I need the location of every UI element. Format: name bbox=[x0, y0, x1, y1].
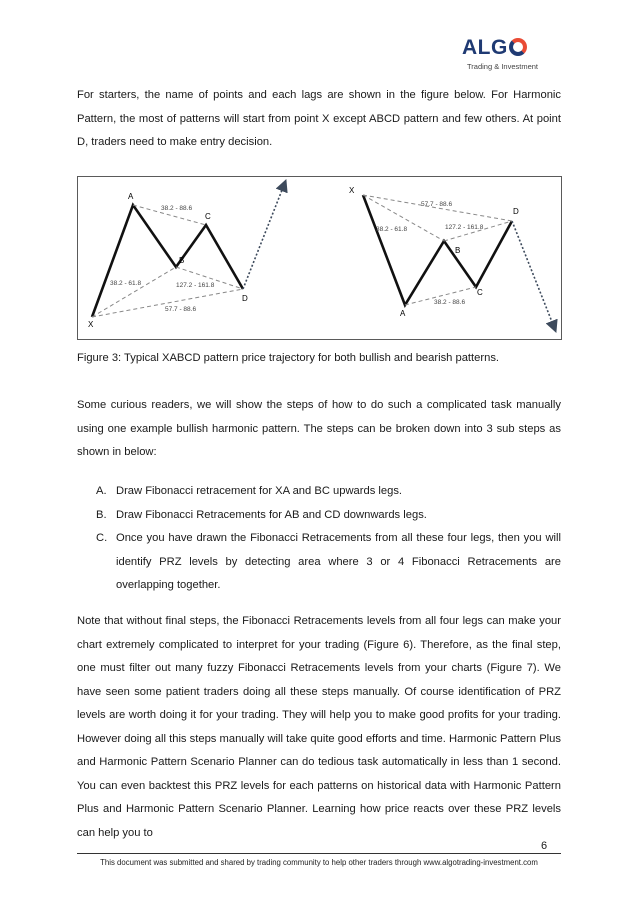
figure-caption: Figure 3: Typical XABCD pattern price trajectory for both bullish and bearish patterns. bbox=[77, 352, 500, 364]
bullish-trajectory bbox=[92, 205, 243, 317]
list-marker: A. bbox=[96, 485, 107, 497]
footer-divider bbox=[77, 853, 561, 854]
bearish-ratio-xd: 57.7 - 88.6 bbox=[421, 201, 453, 208]
bullish-ratio-bd: 127.2 - 161.8 bbox=[176, 282, 215, 289]
bullish-label-b: B bbox=[179, 256, 185, 265]
footer-text: This document was submitted and shared by trading community to help other traders through www.algotrading-investment.com bbox=[100, 858, 538, 867]
steps-list bbox=[96, 480, 561, 598]
bullish-projection-arrow bbox=[243, 185, 284, 289]
page-number: 6 bbox=[541, 840, 548, 852]
bullish-label-d: D bbox=[242, 294, 248, 303]
bullish-label-x: X bbox=[88, 320, 94, 329]
xabcd-figure bbox=[77, 176, 562, 340]
bearish-pattern bbox=[349, 186, 554, 327]
list-marker: B. bbox=[96, 508, 107, 521]
list-item bbox=[96, 480, 561, 504]
bullish-ratio-ac: 38.2 - 88.6 bbox=[161, 205, 193, 212]
bearish-xd-leg bbox=[363, 195, 512, 221]
bearish-projection-arrow bbox=[512, 221, 554, 327]
bullish-ratio-xd: 57.7 - 88.6 bbox=[165, 306, 197, 313]
xabcd-diagram bbox=[78, 177, 563, 341]
list-item-text: Draw Fibonacci Retracements for AB and CD downwards legs. bbox=[116, 508, 427, 521]
bearish-label-x: X bbox=[349, 186, 355, 195]
bearish-trajectory bbox=[363, 195, 512, 305]
bullish-label-c: C bbox=[205, 212, 211, 221]
bullish-ratio-xb: 38.2 - 61.8 bbox=[110, 280, 142, 287]
algo-logo bbox=[460, 36, 560, 76]
bullish-pattern bbox=[88, 185, 284, 329]
logo-tagline: Trading & Investment bbox=[467, 62, 539, 71]
bearish-ratio-bd: 127.2 - 161.8 bbox=[445, 224, 484, 231]
logo-wordmark: ALG bbox=[462, 36, 527, 60]
list-item bbox=[96, 504, 561, 528]
conclusion-paragraph: Note that without final steps, the Fibonacci Retracements levels from all four legs can make your chart extremely complicated to interpret for your trading (Figure 6). Therefore, as the final step, one must filter out many fuzzy Fibonacci Retracements levels from your charts (Figure 7). We have seen some patient traders doing all these steps manually. Of course identification of PRZ levels are worth doing it for your trading. They will help you to make good profits for your trading. However doing all this steps manually will take quite good efforts and time. Harmonic Pattern Plus and Harmonic Pattern Scenario Planner can do tedious task automatically in less than 1 second. You can even backtest this PRZ levels for each patterns on historical data with Harmonic Pattern Plus and Harmonic Pattern Scenario Planner. Learning how price reacts over these PRZ levels can help you to bbox=[77, 615, 561, 839]
bearish-ratio-xb: 38.2 - 61.8 bbox=[376, 226, 408, 233]
list-item bbox=[96, 527, 561, 598]
steps-intro-paragraph: Some curious readers, we will show the steps of how to do such a complicated task manually using one example bullish harmonic pattern. The steps can be broken down into 3 sub steps as shown in below: bbox=[77, 399, 561, 458]
bearish-label-d: D bbox=[513, 207, 519, 216]
bearish-label-a: A bbox=[400, 309, 406, 318]
logo-circle-icon bbox=[509, 38, 527, 56]
bearish-label-b: B bbox=[455, 246, 461, 255]
bearish-ratio-ac: 38.2 - 88.6 bbox=[434, 299, 466, 306]
bullish-label-a: A bbox=[128, 192, 134, 201]
list-item-text: Once you have drawn the Fibonacci Retracements from all these four legs, then you will identify PRZ levels by detecting area where 3 or 4 Fibonacci Retracements are overlapping together. bbox=[116, 532, 561, 591]
bearish-label-c: C bbox=[477, 288, 483, 297]
list-item-text: Draw Fibonacci retracement for XA and BC upwards legs. bbox=[116, 485, 403, 497]
list-marker: C. bbox=[96, 532, 108, 544]
intro-paragraph: For starters, the name of points and each lags are shown in the figure below. For Harmonic Pattern, the most of patterns will start from point X except ABCD pattern and few others. At point D, traders need to make entry decision. bbox=[77, 89, 561, 148]
